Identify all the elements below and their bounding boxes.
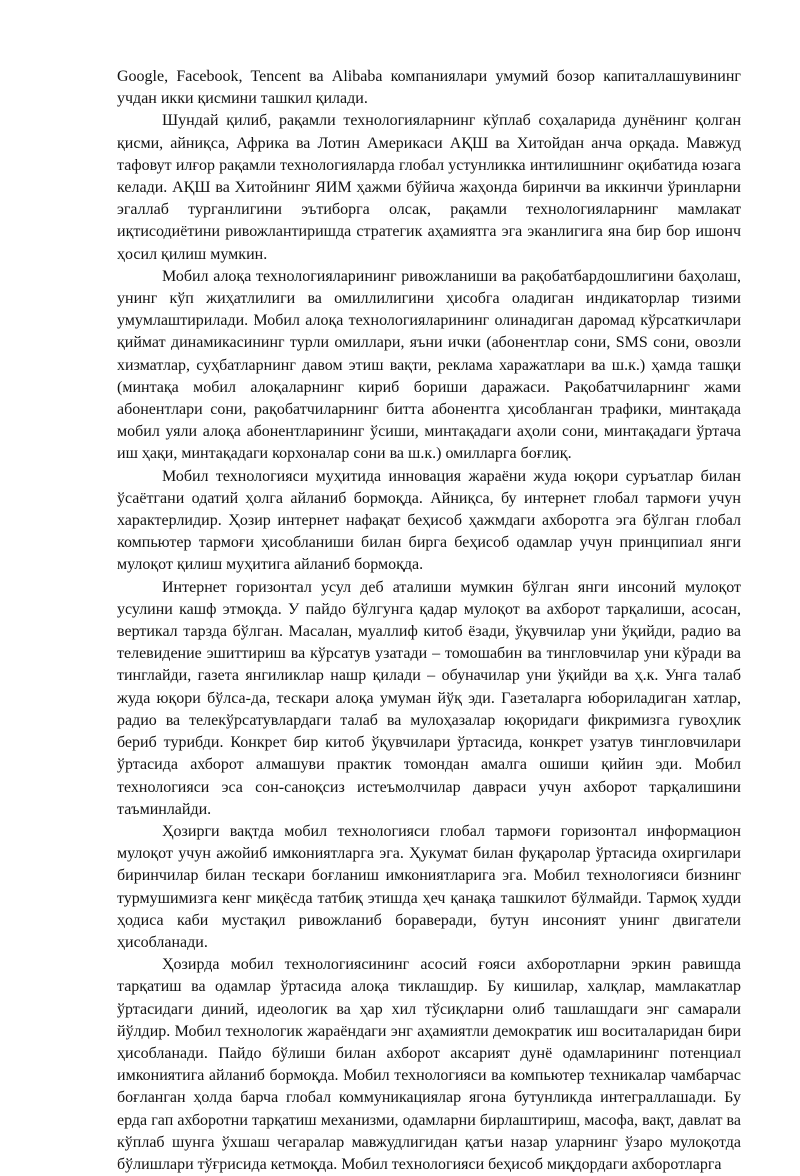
paragraph-7: Ҳозирда мобил технологиясининг асосий ғояси ахборотларни эркин равишда тарқатиш ва одамлар ўртасида алоқа тиклашдир. Бу кишилар, халқлар, мамлакатлар ўртасидаги диний, идеологик ва ҳар хил тўсиқларни олиб ташлашдаги энг самарали йўлдир. Мобил технологик жараёндаги энг аҳамиятли демократик иш воситаларидан бири ҳисобланади. Пайдо бўлиши билан ахборот аксарият дунё одамларининг потенциал имкониятига айланиб бормоқда. Мобил технологияси ва компьютер техникалар чамбарчас боғланган ҳолда барча глобал коммуникациялар ягона бутунликда интеграллашади. Бу ерда гап ахборотни тарқатиш механизми, одамларни бирлаштириш, масофа, вақт, давлат ва кўплаб шунга ўхшаш чегаралар мавжудлигидан қатъи назар уларнинг ўзаро мулоқотда бўлишлари тўғрисида кетмоқда. Мобил технологияси беҳисоб миқдордаги ахборотларга: [117, 956, 741, 1173]
paragraph-6: Ҳозирги вақтда мобил технологияси глобал тармоғи горизонтал информацион мулоқот учун ажойиб имкониятларга эга. Ҳукумат билан фуқаролар ўртасида охиргилари биринчилар билан тескари боғланиш имкониятларига эга. Мобил технологияси бизнинг турмушимизга кенг миқёсда татбиқ этишда ҳеч қанақа ташкилот бўлмайди. Тармоқ худди ҳодиса каби мустақил ривожланиб бораверади, бутун инсоният унинг двигатели ҳисобланади.: [117, 822, 741, 951]
document-page: [117, 66, 741, 1176]
paragraph-5: Интернет горизонтал усул деб аталиши мумкин бўлган янги инсоний мулоқот усулини кашф этмоқда. У пайдо бўлгунга қадар мулоқот ва ахборот тарқалиши, асосан, вертикал тарзда бўлган. Масалан, муаллиф китоб ёзади, ўқувчилар уни ўқийди, радио ва телевидение эшиттириш ва кўрсатув узатади – томошабин ва тингловчилар уни кўради ва тинглайди, газета янгиликлар нашр қилади – обуначилар уни ўқийди ва ҳ.к. Унга талаб жуда юқори бўлса-да, тескари алоқа умуман йўқ эди. Газеталарга юбориладиган хатлар, радио ва телекўрсатувлардаги талаб ва мулоҳазалар юқоридаги фикримизга гувоҳлик бериб турибди. Конкрет бир китоб ўқувчилари ўртасида, конкрет узатув тингловчилари ўртасида ахборот алмашуви практик томондан амалга ошиши қийин эди. Мобил технологияси эса сон-саноқсиз истеъмолчилар давраси учун ахборот тарқалишини таъминлайди.: [117, 578, 741, 818]
paragraph-1: Google, Facebook, Tencent ва Alibaba компаниялари умумий бозор капиталлашувининг учдан икки қисмини ташкил қилади.: [117, 68, 741, 108]
paragraph-3: Мобил алоқа технологияларининг ривожланиши ва рақобатбардошлигини баҳолаш, унинг кўп жиҳатлилиги ва омиллилигини ҳисобга оладиган индикаторлар тизими умумлаштирилади. Мобил алоқа технологияларининг олинадиган даромад кўрсаткичлари қиймат динамикасининг турли омиллари, яъни ички (абонентлар сони, SMS сони, овозли хизматлар, суҳбатларнинг давом этиш вақти, реклама харажатлари ва ш.к.) ҳамда ташқи (минтақа мобил алоқаларнинг кириб бориши даражаси. Рақобатчиларнинг жами абонентлари сони, рақобатчиларнинг битта абонентга ҳисобланган трафики, минтақада мобил уяли алоқа абонентларининг ўсиши, минтақадаги аҳоли сони, минтақадаги ўртача иш ҳақи, минтақадаги корхоналар сони ва ш.к.) омилларга боғлиқ.: [117, 267, 741, 463]
paragraph-4: Мобил технологияси муҳитида инновация жараёни жуда юқори суръатлар билан ўсаётгани одатий ҳолга айланиб бормоқда. Айниқса, бу интернет глобал тармоғи учун характерлидир. Ҳозир интернет нафақат беҳисоб ҳажмдаги ахборотга эга бўлган глобал компьютер тармоғи ҳисобланиши билан бирга беҳисоб одамлар учун принципиал янги мулоқот қилиш муҳитига айланиб бормоқда.: [117, 467, 741, 574]
paragraph-2: Шундай қилиб, рақамли технологияларнинг кўплаб соҳаларида дунёнинг қолган қисми, айниқса, Африка ва Лотин Америкаси АҚШ ва Хитойдан анча орқада. Мавжуд тафовут илғор рақамли технологияларда глобал устунликка интилишнинг оқибатида юзага келади. АҚШ ва Хитойнинг ЯИМ ҳажми бўйича жаҳонда биринчи ва иккинчи ўринларни эгаллаб турганлигини эътиборга олсак, рақамли технологияларнинг мамлакат иқтисодиётини ривожлантиришда стратегик аҳамиятга эга эканлигига яна бир бор ишонч ҳосил қилиш мумкин.: [117, 112, 741, 263]
